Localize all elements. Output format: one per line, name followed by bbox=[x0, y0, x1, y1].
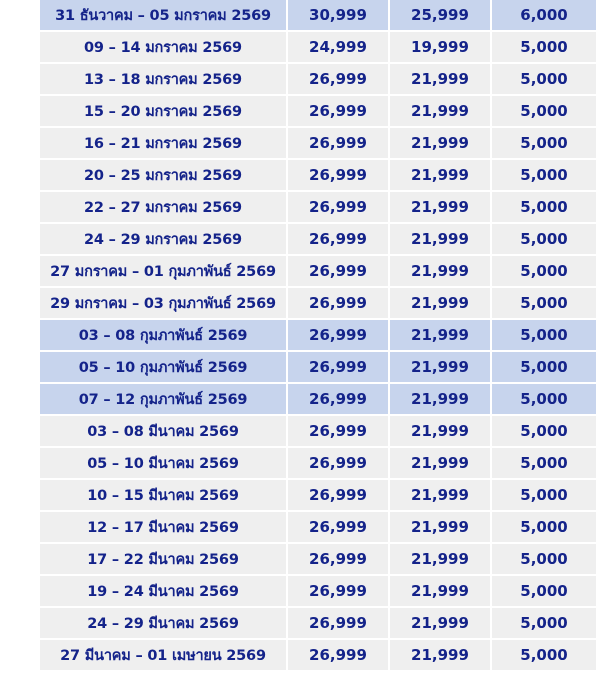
travel-dates-cell: 10 – 15 มีนาคม 2569 bbox=[40, 479, 287, 511]
travel-dates-cell: 03 – 08 มีนาคม 2569 bbox=[40, 415, 287, 447]
price-cell-2: 21,999 bbox=[389, 351, 491, 383]
price-cell-3: 5,000 bbox=[491, 415, 596, 447]
price-cell-3: 5,000 bbox=[491, 31, 596, 63]
price-cell-2: 21,999 bbox=[389, 415, 491, 447]
price-cell-2: 21,999 bbox=[389, 575, 491, 607]
table-row bbox=[40, 607, 596, 639]
price-cell-1: 26,999 bbox=[287, 479, 389, 511]
table-row bbox=[40, 319, 596, 351]
table-row bbox=[40, 351, 596, 383]
table-row bbox=[40, 543, 596, 575]
price-cell-3: 5,000 bbox=[491, 95, 596, 127]
travel-dates-cell: 05 – 10 กุมภาพันธ์ 2569 bbox=[40, 351, 287, 383]
travel-dates-cell: 07 – 12 กุมภาพันธ์ 2569 bbox=[40, 383, 287, 415]
price-cell-1: 26,999 bbox=[287, 191, 389, 223]
price-cell-1: 26,999 bbox=[287, 287, 389, 319]
price-cell-3: 5,000 bbox=[491, 479, 596, 511]
price-cell-2: 21,999 bbox=[389, 447, 491, 479]
travel-dates-cell: 13 – 18 มกราคม 2569 bbox=[40, 63, 287, 95]
price-cell-3: 5,000 bbox=[491, 383, 596, 415]
price-cell-1: 26,999 bbox=[287, 95, 389, 127]
travel-dates-cell: 09 – 14 มกราคม 2569 bbox=[40, 31, 287, 63]
price-cell-3: 5,000 bbox=[491, 543, 596, 575]
price-cell-3: 5,000 bbox=[491, 63, 596, 95]
price-cell-1: 26,999 bbox=[287, 351, 389, 383]
table-row bbox=[40, 479, 596, 511]
price-cell-2: 21,999 bbox=[389, 63, 491, 95]
travel-dates-cell: 15 – 20 มกราคม 2569 bbox=[40, 95, 287, 127]
price-cell-2: 25,999 bbox=[389, 0, 491, 31]
price-cell-1: 24,999 bbox=[287, 31, 389, 63]
price-cell-1: 26,999 bbox=[287, 575, 389, 607]
price-cell-1: 26,999 bbox=[287, 159, 389, 191]
travel-dates-cell: 27 มกราคม – 01 กุมภาพันธ์ 2569 bbox=[40, 255, 287, 287]
price-cell-1: 26,999 bbox=[287, 383, 389, 415]
price-cell-2: 21,999 bbox=[389, 191, 491, 223]
table-row bbox=[40, 0, 596, 31]
travel-dates-cell: 24 – 29 มีนาคม 2569 bbox=[40, 607, 287, 639]
price-cell-1: 26,999 bbox=[287, 223, 389, 255]
table-row bbox=[40, 447, 596, 479]
table-row bbox=[40, 383, 596, 415]
price-cell-2: 21,999 bbox=[389, 287, 491, 319]
price-cell-1: 26,999 bbox=[287, 63, 389, 95]
table-row bbox=[40, 191, 596, 223]
table-row bbox=[40, 575, 596, 607]
price-cell-1: 26,999 bbox=[287, 543, 389, 575]
price-cell-2: 21,999 bbox=[389, 607, 491, 639]
price-cell-1: 26,999 bbox=[287, 511, 389, 543]
price-table-body bbox=[40, 0, 596, 671]
price-cell-3: 5,000 bbox=[491, 191, 596, 223]
table-row bbox=[40, 31, 596, 63]
travel-dates-cell: 12 – 17 มีนาคม 2569 bbox=[40, 511, 287, 543]
travel-dates-cell: 16 – 21 มกราคม 2569 bbox=[40, 127, 287, 159]
price-cell-1: 26,999 bbox=[287, 447, 389, 479]
price-cell-3: 5,000 bbox=[491, 223, 596, 255]
table-row bbox=[40, 255, 596, 287]
price-cell-2: 21,999 bbox=[389, 383, 491, 415]
travel-dates-cell: 31 ธันวาคม – 05 มกราคม 2569 bbox=[40, 0, 287, 31]
price-cell-2: 21,999 bbox=[389, 479, 491, 511]
table-row bbox=[40, 639, 596, 671]
price-cell-3: 5,000 bbox=[491, 447, 596, 479]
table-row bbox=[40, 159, 596, 191]
price-cell-3: 5,000 bbox=[491, 607, 596, 639]
price-cell-1: 26,999 bbox=[287, 607, 389, 639]
travel-dates-cell: 17 – 22 มีนาคม 2569 bbox=[40, 543, 287, 575]
price-cell-1: 26,999 bbox=[287, 415, 389, 447]
table-row bbox=[40, 63, 596, 95]
price-cell-2: 19,999 bbox=[389, 31, 491, 63]
price-cell-3: 5,000 bbox=[491, 127, 596, 159]
price-cell-3: 6,000 bbox=[491, 0, 596, 31]
price-cell-3: 5,000 bbox=[491, 351, 596, 383]
travel-dates-cell: 24 – 29 มกราคม 2569 bbox=[40, 223, 287, 255]
price-cell-1: 30,999 bbox=[287, 0, 389, 31]
table-row bbox=[40, 95, 596, 127]
table-row bbox=[40, 127, 596, 159]
table-row bbox=[40, 511, 596, 543]
price-cell-3: 5,000 bbox=[491, 639, 596, 671]
price-cell-2: 21,999 bbox=[389, 127, 491, 159]
price-cell-2: 21,999 bbox=[389, 223, 491, 255]
travel-dates-cell: 27 มีนาคม – 01 เมษายน 2569 bbox=[40, 639, 287, 671]
travel-dates-cell: 03 – 08 กุมภาพันธ์ 2569 bbox=[40, 319, 287, 351]
travel-dates-cell: 19 – 24 มีนาคม 2569 bbox=[40, 575, 287, 607]
price-cell-3: 5,000 bbox=[491, 287, 596, 319]
price-cell-2: 21,999 bbox=[389, 511, 491, 543]
travel-dates-cell: 29 มกราคม – 03 กุมภาพันธ์ 2569 bbox=[40, 287, 287, 319]
price-cell-3: 5,000 bbox=[491, 159, 596, 191]
price-cell-2: 21,999 bbox=[389, 319, 491, 351]
price-cell-2: 21,999 bbox=[389, 543, 491, 575]
price-cell-3: 5,000 bbox=[491, 319, 596, 351]
price-cell-2: 21,999 bbox=[389, 159, 491, 191]
price-table bbox=[40, 0, 596, 672]
travel-dates-cell: 20 – 25 มกราคม 2569 bbox=[40, 159, 287, 191]
price-cell-2: 21,999 bbox=[389, 255, 491, 287]
travel-dates-cell: 22 – 27 มกราคม 2569 bbox=[40, 191, 287, 223]
price-cell-3: 5,000 bbox=[491, 255, 596, 287]
table-row bbox=[40, 223, 596, 255]
price-cell-3: 5,000 bbox=[491, 511, 596, 543]
travel-dates-cell: 05 – 10 มีนาคม 2569 bbox=[40, 447, 287, 479]
price-cell-2: 21,999 bbox=[389, 95, 491, 127]
price-cell-1: 26,999 bbox=[287, 319, 389, 351]
table-row bbox=[40, 287, 596, 319]
table-row bbox=[40, 415, 596, 447]
price-cell-1: 26,999 bbox=[287, 639, 389, 671]
price-cell-2: 21,999 bbox=[389, 639, 491, 671]
price-cell-1: 26,999 bbox=[287, 127, 389, 159]
price-cell-3: 5,000 bbox=[491, 575, 596, 607]
price-cell-1: 26,999 bbox=[287, 255, 389, 287]
